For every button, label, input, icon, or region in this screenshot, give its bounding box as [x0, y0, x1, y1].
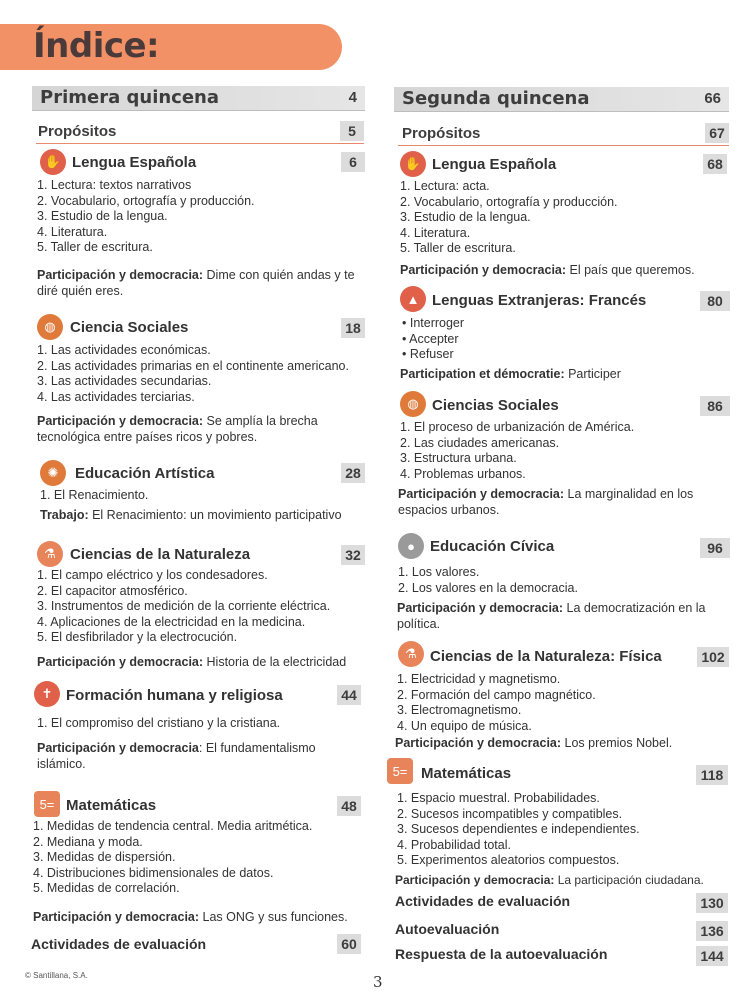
- list-item: 2. Mediana y moda.: [33, 834, 143, 849]
- section-page: 118: [696, 765, 728, 785]
- list-item: 2. Las actividades primarias en el continente americano.: [37, 358, 349, 373]
- actividades-evaluacion-right[interactable]: Actividades de evaluación: [395, 893, 571, 909]
- list-item: 2. Vocabulario, ortografía y producción.: [37, 193, 255, 208]
- section-page: 6: [341, 152, 365, 172]
- section-title-artistica[interactable]: Educación Artística: [75, 465, 215, 482]
- list-item: 2. Los valores en la democracia.: [398, 580, 578, 595]
- frances-items: [402, 316, 464, 363]
- civic-icon: ●: [398, 533, 424, 559]
- segunda-quincena-header: [394, 87, 729, 112]
- list-item: 3. Sucesos dependientes e independientes.: [397, 822, 640, 836]
- participacion-text: Participación y democracia: La marginalidad en los espacios urbanos.: [398, 487, 694, 517]
- list-item: 4. Problemas urbanos.: [400, 466, 526, 481]
- section-page: 44: [337, 685, 361, 705]
- hand-icon: ✋: [400, 151, 426, 177]
- eiffel-icon: ▲: [400, 286, 426, 312]
- section-title-naturaleza[interactable]: Ciencias de la Naturaleza: [70, 546, 251, 563]
- section-page: 102: [697, 647, 729, 667]
- section-title-civica[interactable]: Educación Cívica: [430, 538, 555, 555]
- list-item: 3. Estructura urbana.: [400, 451, 517, 465]
- list-item: 1. El compromiso del cristiano y la cristiana.: [37, 716, 281, 730]
- section-page: 48: [337, 796, 361, 816]
- trabajo-text: Trabajo: El Renacimiento: un movimiento participativo: [40, 508, 342, 522]
- section-title-matematicas[interactable]: Matemáticas: [66, 797, 157, 814]
- list-item: 2. Vocabulario, ortografía y producción.: [400, 194, 618, 209]
- propositos-label: Propósitos: [402, 125, 481, 142]
- list-item: 5. Experimentos aleatorios compuestos.: [397, 853, 620, 867]
- quincena-page: 4: [348, 89, 357, 106]
- section-title-frances[interactable]: Lenguas Extranjeras: Francés: [432, 292, 647, 309]
- list-item: 3. Estudio de la lengua.: [37, 209, 168, 223]
- list-item: 4. Distribuciones bidimensionales de datos.: [33, 865, 274, 880]
- section-page: 86: [700, 396, 730, 416]
- respuesta-autoevaluacion-link[interactable]: Respuesta de la autoevaluación: [395, 946, 608, 962]
- list-item: 2. Sucesos incompatibles y compatibles.: [397, 806, 623, 821]
- actividades-page: 130: [696, 893, 728, 913]
- respuesta-page: 144: [696, 946, 728, 966]
- participacion-text: Participación y democracia: Se amplía la brecha tecnológica entre países ricos y pobres.: [37, 414, 318, 444]
- list-item: 4. Probabilidad total.: [397, 837, 511, 852]
- list-item: 4. Literatura.: [37, 224, 108, 239]
- autoevaluacion-link[interactable]: Autoevaluación: [395, 921, 500, 937]
- actividades-evaluacion-left[interactable]: Actividades de evaluación: [31, 936, 207, 952]
- section-page: 32: [341, 545, 365, 565]
- list-item: 3. Las actividades secundarias.: [37, 374, 212, 388]
- list-item: 1. Lectura: acta.: [400, 179, 490, 193]
- palette-icon: ✺: [40, 460, 66, 486]
- globe-icon: ◍: [400, 391, 426, 417]
- math-icon: 5=: [34, 791, 60, 817]
- list-item: 3. Medidas de dispersión.: [33, 850, 176, 864]
- list-item: 3. Electromagnetismo.: [397, 703, 522, 717]
- page-number: 3: [373, 973, 383, 991]
- matematicas-items: [33, 819, 312, 897]
- list-item: 5. Taller de escritura.: [37, 240, 153, 254]
- list-item: 1. Electricidad y magnetismo.: [397, 672, 561, 686]
- hand-icon: ✋: [40, 149, 66, 175]
- lengua-items: [37, 178, 255, 256]
- science-icon: ⚗: [37, 541, 63, 567]
- section-title-sociales[interactable]: Ciencias Sociales: [432, 397, 559, 414]
- list-item: 4. Un equipo de música.: [397, 718, 532, 733]
- list-item: • Accepter: [402, 331, 459, 346]
- list-item: 2. Formación del campo magnético.: [397, 687, 596, 702]
- list-item: 5. El desfibrilador y la electrocución.: [37, 630, 238, 644]
- math-icon: 5=: [387, 758, 413, 784]
- section-title-sociales[interactable]: Ciencia Sociales: [70, 319, 189, 336]
- propositos-label: Propósitos: [38, 123, 117, 140]
- participacion-text: Participación y democracia: Dime con quién andas y te diré quién eres.: [37, 268, 355, 298]
- list-item: 1. El campo eléctrico y los condesadores.: [37, 568, 268, 582]
- list-item: 1. Lectura: textos narrativos: [37, 178, 192, 192]
- section-page: 68: [703, 154, 727, 174]
- lengua-items: [400, 179, 618, 257]
- actividades-page: 60: [337, 934, 361, 954]
- list-item: 1. Espacio muestral. Probabilidades.: [397, 791, 600, 805]
- primera-quincena-header: [32, 86, 365, 111]
- propositos-page: 67: [705, 123, 729, 143]
- section-title-matematicas[interactable]: Matemáticas: [421, 765, 512, 782]
- list-item: 1. Medidas de tendencia central. Media aritmética.: [33, 819, 313, 833]
- list-item: 2. El capacitor atmosférico.: [37, 583, 188, 598]
- quincena-title: Primera quincena: [40, 87, 220, 108]
- artistica-items: [40, 488, 148, 504]
- naturaleza-items: [37, 568, 330, 646]
- section-title-fisica[interactable]: Ciencias de la Naturaleza: Física: [430, 648, 662, 665]
- section-title-lengua[interactable]: Lengua Española: [432, 156, 557, 173]
- propositos-row-left[interactable]: [36, 121, 364, 144]
- matematicas-items: [397, 791, 640, 869]
- fisica-items: [397, 672, 596, 734]
- list-item: 4. Las actividades terciarias.: [37, 389, 195, 404]
- list-item: 3. Instrumentos de medición de la corriente eléctrica.: [37, 599, 331, 613]
- participacion-text: Participación y democracia: Las ONG y sus funciones.: [33, 910, 348, 924]
- section-title-lengua[interactable]: Lengua Española: [72, 154, 197, 171]
- propositos-page: 5: [340, 121, 364, 141]
- section-title-formacion[interactable]: Formación humana y religiosa: [66, 687, 283, 704]
- section-page: 80: [700, 291, 730, 311]
- formacion-items: [37, 716, 280, 732]
- participacion-text: Participación y democracia: La participación ciudadana.: [395, 873, 704, 887]
- list-item: 3. Estudio de la lengua.: [400, 210, 531, 224]
- list-item: • Interroger: [402, 316, 465, 330]
- list-item: 1. Los valores.: [398, 565, 480, 579]
- list-item: 5. Medidas de correlación.: [33, 881, 180, 895]
- page-title: Índice:: [33, 26, 160, 66]
- section-page: 28: [341, 463, 365, 483]
- section-page: 96: [700, 538, 730, 558]
- participation-text: Participation et démocratie: Participer: [400, 367, 621, 381]
- sociales-items: [37, 343, 349, 405]
- list-item: 2. Las ciudades americanas.: [400, 435, 560, 450]
- participacion-text: Participación y democracia: El país que queremos.: [400, 263, 695, 277]
- list-item: 1. El proceso de urbanización de América.: [400, 420, 635, 434]
- list-item: 5. Taller de escritura.: [400, 241, 516, 255]
- sociales-items: [400, 420, 634, 482]
- list-item: 4. Literatura.: [400, 225, 471, 240]
- quincena-title: Segunda quincena: [402, 88, 590, 109]
- participacion-text: Participación y democracia: La democratización en la política.: [397, 601, 706, 631]
- globe-icon: ◍: [37, 314, 63, 340]
- participacion-text: Participación y democracia: Los premios Nobel.: [395, 736, 673, 750]
- participacion-text: Participación y democracia: El fundamentalismo islámico.: [37, 741, 316, 771]
- list-item: • Refuser: [402, 347, 454, 361]
- list-item: 1. El Renacimiento.: [40, 488, 149, 502]
- list-item: 4. Aplicaciones de la electricidad en la medicina.: [37, 614, 306, 629]
- religion-icon: ✝: [34, 681, 60, 707]
- autoevaluacion-page: 136: [696, 921, 728, 941]
- quincena-page: 66: [704, 90, 721, 107]
- participacion-text: Participación y democracia: Historia de la electricidad: [37, 655, 347, 669]
- propositos-row-right[interactable]: [398, 123, 729, 146]
- copyright: © Santillana, S.A.: [25, 971, 88, 980]
- section-page: 18: [341, 318, 365, 338]
- list-item: 1. Las actividades económicas.: [37, 343, 211, 357]
- civica-items: [398, 565, 578, 596]
- science-icon: ⚗: [398, 641, 424, 667]
